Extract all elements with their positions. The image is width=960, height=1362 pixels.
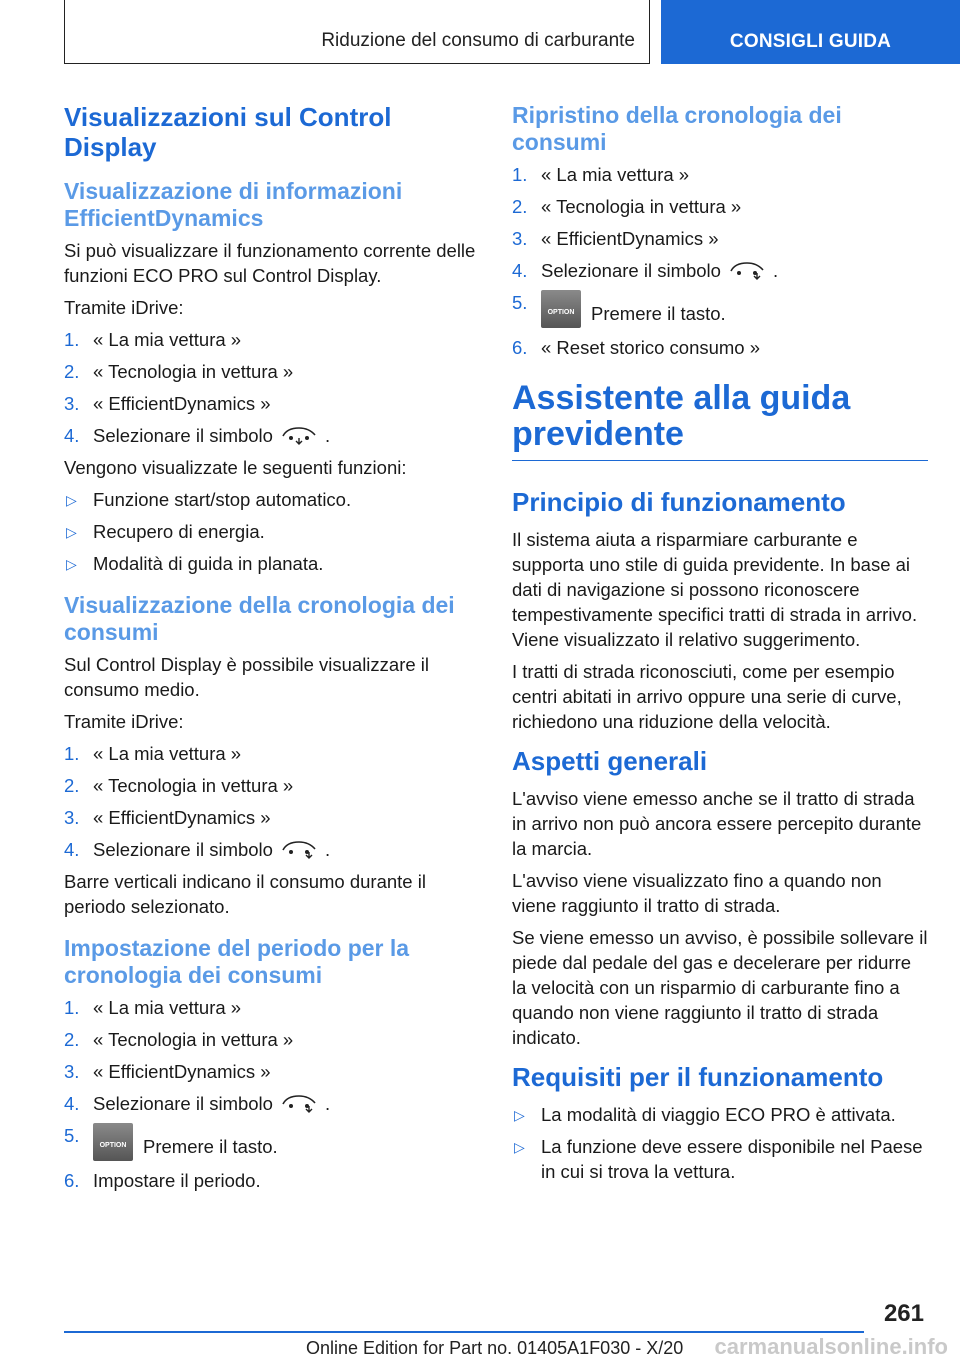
list-item: 1. « La mia vettura » <box>64 743 242 764</box>
list-item: 5. OPTION Premere il tasto. <box>512 290 928 328</box>
page-header <box>64 0 960 64</box>
paragraph-barre: Barre verticali indicano il consumo durante il periodo selezionato. <box>64 871 426 917</box>
header-frame <box>64 0 650 64</box>
paragraph-principio-2: I tratti di strada riconosciuti, come per esempio centri abitati in arrivo oppure una serie di curve, richiedono una riduzione della velocità. <box>512 661 902 732</box>
steps-ripristino <box>512 162 928 360</box>
list-item: 4. Selezionare il simbolo . <box>64 839 331 860</box>
list-item: 2. « Tecnologia in vettura » <box>64 1029 294 1050</box>
paragraph-aspetti-1: L'avviso viene emesso anche se il tratto di strada in arrivo non può ancora essere percepito durante la marcia. <box>512 788 922 859</box>
list-item: 3. « EfficientDynamics » <box>64 393 271 414</box>
list-item: 4. Selezionare il simbolo . <box>512 260 779 281</box>
car-leaf-icon <box>279 424 319 446</box>
paragraph-cronologia: Sul Control Display è possibile visualizzare il consumo medio. <box>64 654 430 700</box>
list-item: 4. Selezionare il simbolo . <box>64 425 331 446</box>
edition-text: Online Edition for Part no. 01405A1F030 - X/20 <box>306 1338 684 1358</box>
bullet-triangle-icon: ▷ <box>66 492 77 508</box>
list-item: 6. « Reset storico consumo » <box>512 337 761 358</box>
list-item: ▷ Recupero di energia. <box>64 519 480 544</box>
heading-principio: Principio di funzionamento <box>512 487 846 517</box>
list-item: ▷ Modalità di guida in planata. <box>64 551 480 576</box>
bullet-triangle-icon: ▷ <box>66 524 77 540</box>
car-chart-icon <box>727 259 767 281</box>
page-number: 261 <box>883 1300 924 1327</box>
steps-cronologia <box>64 741 480 862</box>
list-item: 1. « La mia vettura » <box>512 164 690 185</box>
list-item: 6. Impostare il periodo. <box>64 1170 261 1191</box>
paragraph-info: Si può visualizzare il funzionamento corrente delle funzioni ECO PRO sul Control Display. <box>64 240 476 286</box>
heading-periodo: Impostazione del periodo per la cronologia dei consumi <box>64 935 410 988</box>
list-item: 3. « EfficientDynamics » <box>64 807 271 828</box>
heading-assistente: Assistente alla guida previdente <box>512 380 928 461</box>
steps-periodo <box>64 995 480 1193</box>
option-button-icon: OPTION <box>93 1123 133 1161</box>
watermark: carmanualsonline.info <box>714 1334 948 1359</box>
list-item: ▷ Funzione start/stop automatico. <box>64 487 480 512</box>
section-title: Riduzione del consumo di carburante <box>321 30 635 51</box>
list-item: 2. « Tecnologia in vettura » <box>64 775 294 796</box>
bullet-triangle-icon: ▷ <box>66 556 77 572</box>
car-chart-icon <box>279 1092 319 1114</box>
list-item: 1. « La mia vettura » <box>64 329 242 350</box>
option-button-icon: OPTION <box>541 290 581 328</box>
list-item: 3. « EfficientDynamics » <box>64 1061 271 1082</box>
left-column <box>64 102 480 1200</box>
bullet-triangle-icon: ▷ <box>514 1107 525 1123</box>
paragraph-tramite-idrive: Tramite iDrive: <box>64 297 184 318</box>
heading-requisiti: Requisiti per il funzionamento <box>512 1062 884 1092</box>
bullet-triangle-icon: ▷ <box>514 1139 525 1155</box>
paragraph-tramite-idrive: Tramite iDrive: <box>64 711 184 732</box>
chapter-tab-label: CONSIGLI GUIDA <box>729 31 892 52</box>
footer-divider <box>64 1331 864 1333</box>
steps-info <box>64 327 480 448</box>
right-column <box>512 102 928 1191</box>
paragraph-funzioni: Vengono visualizzate le seguenti funzioni: <box>64 457 407 478</box>
heading-control-display: Visualizzazioni sul Control Display <box>64 102 392 162</box>
heading-cronologia: Visualizzazione della cronologia dei consumi <box>64 592 455 645</box>
paragraph-aspetti-2: L'avviso viene visualizzato fino a quando non viene raggiunto il tratto di strada. <box>512 870 882 916</box>
list-item: 5. OPTION Premere il tasto. <box>64 1123 480 1161</box>
list-item: 4. Selezionare il simbolo . <box>64 1093 331 1114</box>
list-item: ▷ La funzione deve essere disponibile nel Paese in cui si trova la vettura. <box>514 1136 923 1182</box>
list-item: ▷ La modalità di viaggio ECO PRO è attivata. <box>512 1102 928 1127</box>
bullets-funzioni <box>64 487 480 576</box>
paragraph-principio-1: Il sistema aiuta a risparmiare carburante e supporta uno stile di guida previdente. In base ai dati di navigazione si possono riconoscere tempestivamente specifici tratti di strada in arrivo. Viene visualizzato il relativo suggerimento. <box>512 529 918 650</box>
heading-info-efficientdynamics: Visualizzazione di informazioni EfficientDynamics <box>64 178 403 231</box>
list-item: 2. « Tecnologia in vettura » <box>512 196 742 217</box>
heading-aspetti: Aspetti generali <box>512 746 708 776</box>
paragraph-aspetti-3: Se viene emesso un avviso, è possibile sollevare il piede dal pedale del gas e decelerare per ridurre la velocità con un risparmio di carburante fino a quando non viene raggiunto il tratto di strada indicato. <box>512 927 928 1048</box>
chapter-tab <box>661 0 960 64</box>
list-item: 2. « Tecnologia in vettura » <box>64 361 294 382</box>
list-item: 3. « EfficientDynamics » <box>512 228 719 249</box>
car-chart-icon <box>279 838 319 860</box>
heading-ripristino: Ripristino della cronologia dei consumi <box>512 102 842 155</box>
bullets-requisiti <box>512 1102 928 1184</box>
list-item: 1. « La mia vettura » <box>64 997 242 1018</box>
